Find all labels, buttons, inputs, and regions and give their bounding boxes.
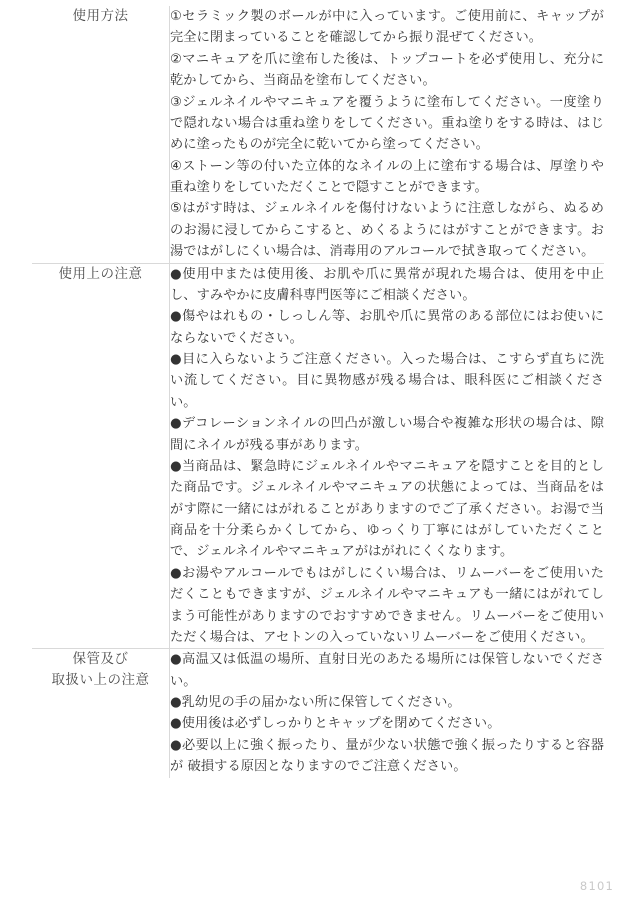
product-instructions-table — [32, 6, 604, 778]
instruction-item: ●当商品は、緊急時にジェルネイルやマニキュアを隠すことを目的とした商品です。ジェルネイルやマニキュアの状態によっては、当商品をはがす際に一緒にはがれることがありますのでご了承ください。お湯で当商品を十分柔らかくしてから、ゆっくり丁寧にはがしていただくことで、ジェルネイルやマニキュアがはがれにくくなります。 — [170, 458, 604, 560]
instruction-item: ●必要以上に強く振ったり、量が少ない状態で強く振ったりすると容器が 破損する原因となりますのでご注意ください。 — [170, 737, 604, 775]
row-label-usage — [32, 6, 170, 263]
instruction-item: ●乳幼児の手の届かない所に保管してください。 — [170, 695, 461, 710]
instruction-item: ③ジェルネイルやマニキュアを覆うように塗布してください。一度塗りで隠れない場合は重ね塗りをしてください。重ね塗りをする時は、はじめに塗ったものが完全に乾いてから塗ってください。 — [170, 94, 604, 153]
row-label-precautions — [32, 263, 170, 649]
instruction-item: ●デコレーションネイルの凹凸が激しい場合や複雑な形状の場合は、隙間にネイルが残る事があります。 — [170, 416, 604, 453]
instruction-item: ●お湯やアルコールでもはがしにくい場合は、リムーバーをご使用いただくこともできますが、ジェルネイルやマニキュアも一緒にはがれてしまう可能性がありますのでおすすめできません。リムーバーをご使用いただく場合は、アセトンの入っていないリムーバーをご使用ください。 — [170, 565, 604, 645]
row-label-line: 使用方法 — [72, 8, 129, 24]
instruction-item: ●傷やはれもの・しっしん等、お肌や爪に異常のある部位にはお使いにならないでください。 — [170, 309, 604, 346]
row-body-usage — [170, 6, 605, 263]
instruction-item: ①セラミック製のボールが中に入っています。ご使用前に、キャップが完全に閉まっていることを確認してから振り混ぜてください。 — [170, 9, 604, 46]
table-row — [32, 263, 604, 649]
instruction-item: ⑤はがす時は、ジェルネイルを傷付けないように注意しながら、ぬるめのお湯に浸してからこすると、めくるようにはがすことができます。お湯ではがしにくい場合は、消毒用のアルコールで拭き取ってください。 — [170, 201, 604, 260]
row-label-line: 使用上の注意 — [58, 265, 143, 282]
instruction-item: ②マニキュアを爪に塗布した後は、トップコートを必ず使用し、充分に乾かしてから、当商品を塗布してください。 — [170, 51, 604, 89]
row-body-storage — [170, 649, 605, 778]
instruction-item: ●高温又は低温の場所、直射日光のあたる場所には保管しないでください。 — [170, 652, 604, 689]
page-number: 8101 — [579, 879, 614, 893]
table-row — [32, 649, 604, 778]
instruction-item: ●使用中または使用後、お肌や爪に異常が現れた場合は、使用を中止し、すみやかに皮膚科専門医等にご相談ください。 — [170, 266, 604, 303]
instruction-item: ●目に入らないようご注意ください。入った場合は、こすらず直ちに洗い流してください。目に異物感が残る場合は、眼科医にご相談ください。 — [170, 352, 604, 410]
row-label-storage — [32, 649, 170, 778]
table-row — [32, 6, 604, 263]
instruction-item: ●使用後は必ずしっかりとキャップを閉めてください。 — [170, 716, 501, 732]
row-label-line: 保管及び — [72, 651, 129, 668]
row-body-precautions — [170, 263, 605, 649]
instruction-item: ④ストーン等の付いた立体的なネイルの上に塗布する場合は、厚塗りや重ね塗りをしていただくことで隠すことができます。 — [170, 158, 604, 195]
row-label-line: 取扱い上の注意 — [51, 672, 150, 689]
